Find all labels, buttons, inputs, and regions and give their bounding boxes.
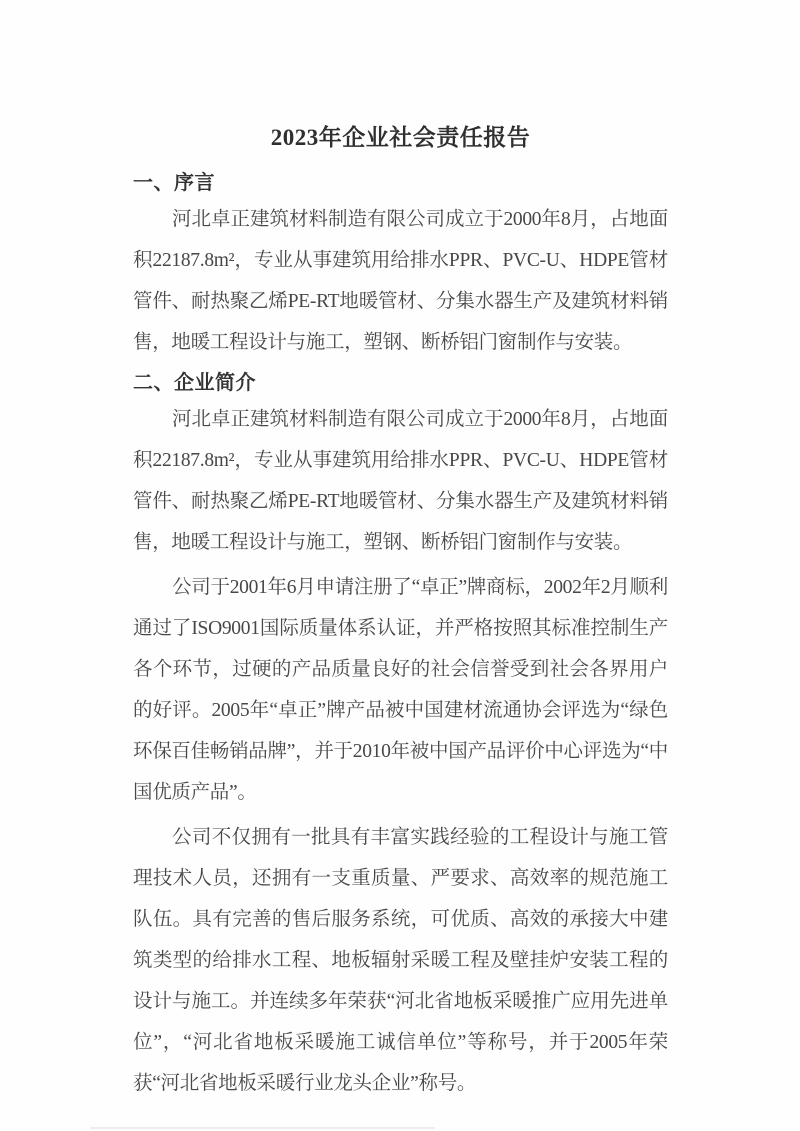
section-heading-company-profile: 二、企业简介 (133, 372, 256, 394)
paragraph-profile-3: 公司不仅拥有一批具有丰富实践经验的工程设计与施工管理技术人员，还拥有一支重质量、严要求、高效率的规范施工队伍。具有完善的售后服务系统，可优质、高效的承接大中建筑类型的给排水工程、地板辐射采暖工程及壁挂炉安装工程的设计与施工。并连续多年荣获“河北省地板采暖推广应用先进单位”，“河北省地板采暖施工诚信单位”等称号，并于2005年荣获“河北省地板采暖行业龙头企业”称号。 (133, 827, 668, 1094)
section-heading-preface: 一、序言 (133, 172, 215, 194)
paragraph-preface-1: 河北卓正建筑材料制造有限公司成立于2000年8月，占地面积22187.8m²，专业从事建筑用给排水PPR、PVC-U、HDPE管材管件、耐热聚乙烯PE-RT地暖管材、分集水器生产及建筑材料销售，地暖工程设计与施工，塑钢、断桥铝门窗制作与安装。 (133, 209, 668, 353)
paragraph-profile-1: 河北卓正建筑材料制造有限公司成立于2000年8月，占地面积22187.8m²，专业从事建筑用给排水PPR、PVC-U、HDPE管材管件、耐热聚乙烯PE-RT地暖管材、分集水器生产及建筑材料销售，地暖工程设计与施工，塑钢、断桥铝门窗制作与安装。 (133, 409, 668, 553)
scan-artifact-line (90, 1127, 435, 1129)
page-title: 2023年企业社会责任报告 (270, 125, 531, 150)
paragraph-profile-2: 公司于2001年6月申请注册了“卓正”牌商标，2002年2月顺利通过了ISO9001国际质量体系认证，并严格按照其标准控制生产各个环节，过硬的产品质量良好的社会信誉受到社会各界用户的好评。2005年“卓正”牌产品被中国建材流通协会评选为“绿色环保百佳畅销品牌”，并于2010年被中国产品评价中心评选为“中国优质产品”。 (133, 577, 668, 803)
